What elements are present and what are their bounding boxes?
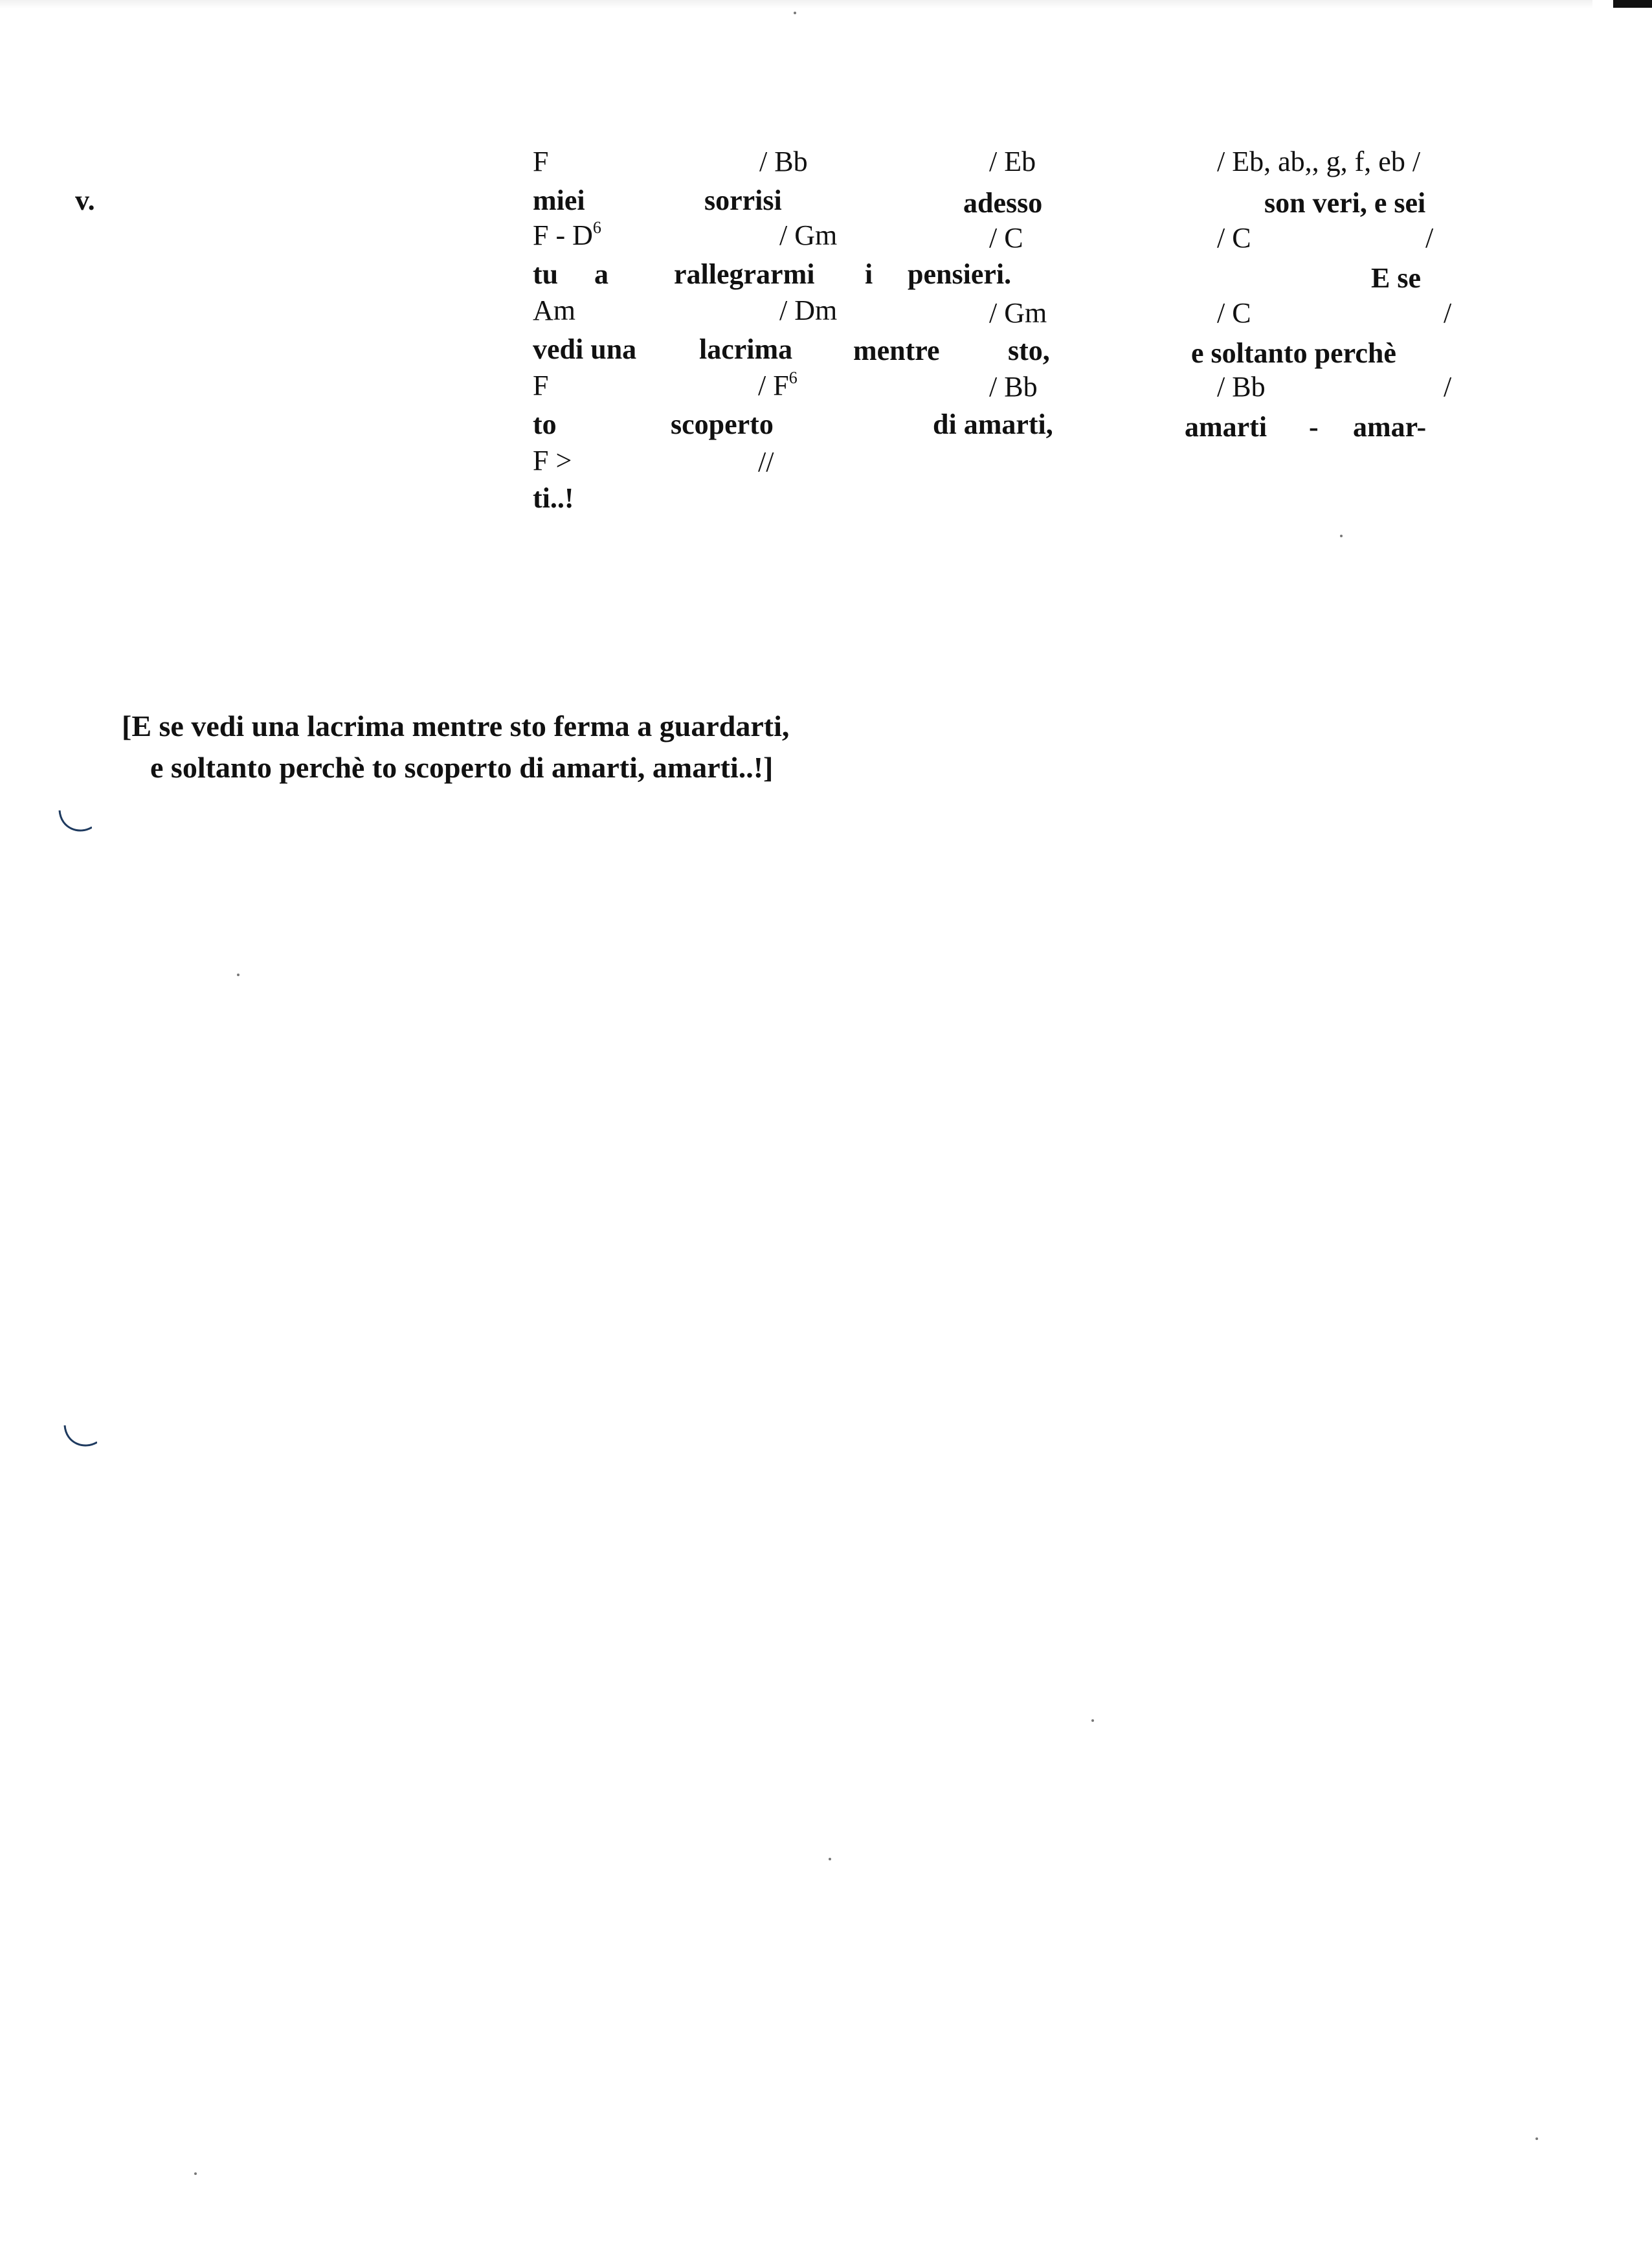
- chord: / Dm: [779, 295, 838, 326]
- lyric: -: [1309, 411, 1319, 443]
- chord: [758, 368, 798, 401]
- lyric: a: [594, 258, 608, 290]
- scan-speck: [829, 1858, 831, 1860]
- summary-line: e soltanto perchè to scoperto di amarti, amarti..!]: [150, 751, 774, 784]
- chord: / C: [1217, 222, 1251, 254]
- lyric: amar-: [1353, 411, 1427, 443]
- chord: /: [1444, 371, 1452, 403]
- chord: / C: [1217, 297, 1251, 329]
- lyric: i: [865, 258, 873, 290]
- chord: [533, 218, 601, 251]
- chord: /: [1425, 222, 1434, 254]
- scan-edge-shadow: [0, 0, 1592, 9]
- chord: /: [1444, 297, 1452, 329]
- chord: F: [533, 146, 549, 177]
- scan-corner-mark: [1613, 0, 1652, 8]
- lyric: miei: [533, 184, 585, 216]
- chord: / Eb, ab,, g, f, eb /: [1217, 146, 1421, 177]
- summary-line: [E se vedi una lacrima mentre sto ferma a guardarti,: [122, 709, 790, 742]
- chord: / Gm: [779, 219, 838, 251]
- chord: / Bb: [759, 146, 808, 177]
- chord: / Bb: [1217, 371, 1266, 403]
- scan-speck: [194, 2172, 197, 2175]
- scan-speck: [1535, 2137, 1538, 2140]
- chord-superscript: 6: [788, 368, 798, 387]
- lyric: ti..!: [533, 482, 574, 514]
- chord: F >: [533, 445, 572, 476]
- summary-block: [122, 706, 789, 788]
- lyric: amarti: [1185, 411, 1267, 443]
- chord-name: / F: [758, 370, 789, 401]
- chord-superscript: 6: [592, 218, 601, 237]
- lyric: pensieri.: [908, 258, 1012, 290]
- lyric: son veri, e sei: [1264, 187, 1426, 219]
- lyric: sto,: [1008, 335, 1050, 366]
- scan-speck: [1340, 535, 1343, 537]
- chord-name: F - D: [533, 219, 593, 251]
- lyric: rallegrarmi: [674, 258, 815, 290]
- binder-hole-mark-icon: [62, 1421, 97, 1456]
- chord: / Gm: [989, 297, 1047, 329]
- scan-speck: [1091, 1719, 1094, 1722]
- lyric: adesso: [963, 187, 1043, 219]
- chord: //: [758, 446, 774, 478]
- binder-hole-mark-icon: [57, 807, 92, 842]
- lyric: di amarti,: [933, 408, 1053, 440]
- lyric: e soltanto perchè: [1191, 337, 1396, 369]
- lyric: to: [533, 408, 557, 440]
- chord: / Bb: [989, 371, 1038, 403]
- chord: F: [533, 370, 549, 401]
- lyric: tu: [533, 258, 559, 290]
- lyric: vedi una: [533, 333, 637, 365]
- lyric: sorrisi: [704, 184, 782, 216]
- lyric: lacrima: [699, 333, 793, 365]
- scan-speck: [794, 12, 796, 14]
- lyric: E se: [1371, 262, 1421, 294]
- chord: / Eb: [989, 146, 1036, 177]
- verse-label: v.: [75, 184, 95, 216]
- scan-speck: [237, 974, 240, 976]
- chord: / C: [989, 222, 1023, 254]
- lyric: mentre: [853, 335, 940, 366]
- lyric: scoperto: [671, 408, 774, 440]
- chord: Am: [533, 295, 575, 326]
